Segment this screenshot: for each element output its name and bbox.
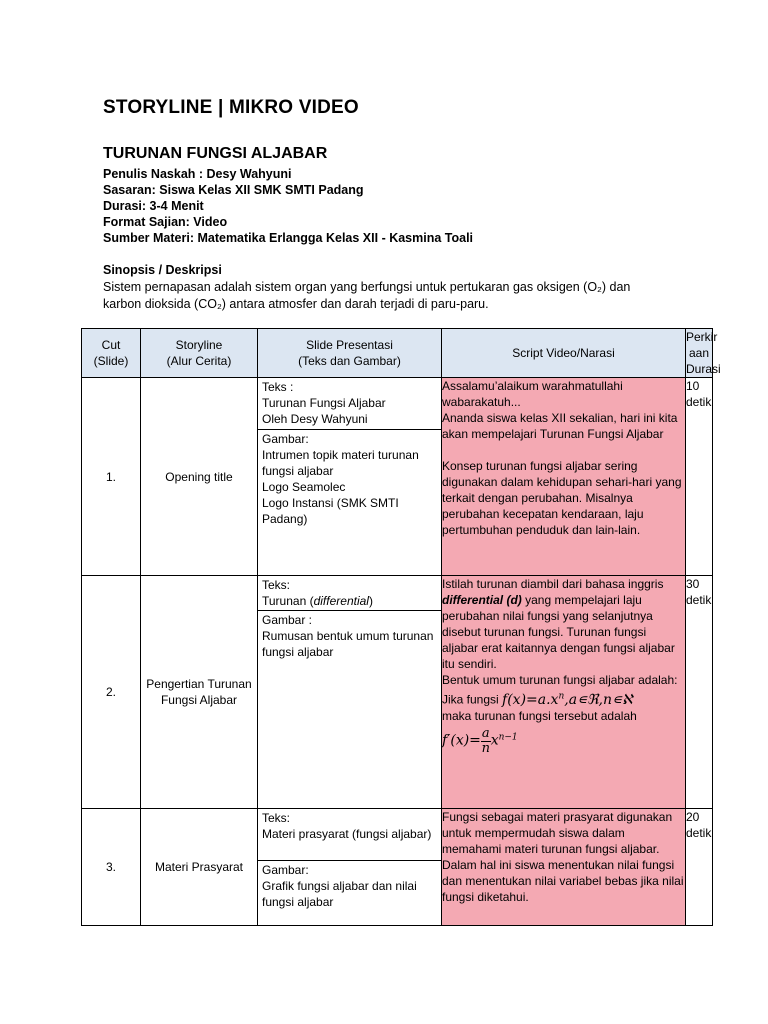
- meta-author: Penulis Naskah : Desy Wahyuni: [103, 167, 292, 181]
- slide-text-block: [258, 809, 441, 860]
- formula-fraction: $\frac{a}{n}$: [481, 725, 490, 756]
- cut-number: 1.: [82, 378, 141, 576]
- duration-value: 20: [686, 810, 700, 824]
- teks-item: Turunan Fungsi Aljabar: [262, 396, 386, 410]
- formula-derivative: f′(x)= $\frac{a}{n}$ $x^{n-1}$: [442, 725, 518, 756]
- header-storyline-line: (Alur Cerita): [166, 354, 232, 368]
- header-cut: [82, 329, 141, 378]
- metadata-block: [103, 166, 473, 246]
- document-title: STORYLINE | MIKRO VIDEO: [103, 97, 359, 118]
- teks-label: Teks:: [262, 578, 291, 592]
- slide-image-block: [258, 610, 441, 662]
- teks-label: Teks:: [262, 811, 291, 825]
- meta-format: Format Sajian: Video: [103, 215, 228, 229]
- header-duration: [686, 329, 721, 378]
- slide-image-block: [258, 860, 441, 912]
- cut-number: 3.: [82, 809, 141, 926]
- header-slide-line: (Teks dan Gambar): [298, 354, 401, 368]
- gambar-item: Intrumen topik materi turunan fungsi aljabar: [262, 448, 419, 478]
- meta-target: Sasaran: Siswa Kelas XII SMK SMTI Padang: [103, 183, 364, 197]
- slide-text-block: [258, 378, 441, 429]
- teks-item: Materi prasyarat (fungsi aljabar): [262, 827, 432, 841]
- header-storyline-line: Storyline: [175, 338, 223, 352]
- header-storyline: [141, 329, 258, 378]
- gambar-label: Gambar:: [262, 863, 309, 877]
- meta-duration: Durasi: 3-4 Menit: [103, 199, 204, 213]
- gambar-item: Grafik fungsi aljabar dan nilai fungsi aljabar: [262, 879, 417, 909]
- gambar-label: Gambar:: [262, 432, 309, 446]
- slide-image-block: [258, 429, 441, 529]
- script-paragraph: Ananda siswa kelas XII sekalian, hari ini kita akan mempelajari Turunan Fungsi Aljabar: [442, 411, 678, 441]
- synopsis-line: Sistem pernapasan adalah sistem organ yang berfungsi untuk pertukaran gas oksigen (O₂) dan: [103, 280, 631, 294]
- script-paragraph: Konsep turunan fungsi aljabar sering digunakan dalam kehidupan sehari-hari yang terkait dengan perubahan. Misalnya perubahan kecepatan kendaraan, laju pertumbuhan penduduk dan lain-lain.: [442, 459, 682, 537]
- teks-item: Turunan (differential): [262, 594, 373, 608]
- cut-number: 2.: [82, 576, 141, 809]
- script-paragraph: Fungsi sebagai materi prasyarat digunakan untuk mempermudah siswa dalam memahami materi turunan fungsi aljabar. Dalam hal ini siswa menentukan nilai fungsi dan menentukan nilai variabel bebas jika nilai fungsi diketahui.: [442, 810, 684, 904]
- storyboard-table: [81, 328, 721, 926]
- synopsis-label: Sinopsis / Deskripsi: [103, 263, 222, 277]
- script-cell: [442, 576, 686, 809]
- duration-cell: [686, 576, 713, 809]
- table-row: [82, 809, 713, 926]
- header-cut-line: (Slide): [93, 354, 129, 368]
- header-duration-line: aan: [688, 346, 710, 360]
- gambar-item: Logo Instansi (SMK SMTI Padang): [262, 496, 399, 526]
- synopsis-text: [103, 279, 663, 313]
- header-duration-line: Durasi: [686, 362, 721, 376]
- slide-cell: [258, 809, 442, 926]
- formula-function: $f(x)=a.x^n,a∊ℜ,n∊ℵ$: [502, 691, 633, 708]
- script-formula-line: Jika fungsi $f(x)=a.x^n,a∊ℜ,n∊ℵ$: [442, 691, 633, 708]
- gambar-item: Rumusan bentuk umum turunan fungsi aljabar: [262, 629, 434, 659]
- header-slide-line: Slide Presentasi: [306, 338, 393, 352]
- document-subtitle: TURUNAN FUNGSI ALJABAR: [103, 145, 328, 162]
- storyline-cell: Opening title: [141, 378, 258, 576]
- slide-cell: [258, 378, 442, 576]
- duration-cell: [686, 378, 713, 576]
- duration-value: 10: [686, 379, 700, 393]
- duration-cell: [686, 809, 713, 926]
- teks-item: Oleh Desy Wahyuni: [262, 412, 368, 426]
- slide-cell: [258, 576, 442, 809]
- table-row: [82, 576, 713, 809]
- header-cut-line: Cut: [101, 338, 121, 352]
- header-duration-line: Perkir: [686, 330, 718, 344]
- duration-unit: detik: [686, 395, 712, 409]
- script-paragraph: Assalamu’alaikum warahmatullahi wabarakatuh...: [442, 379, 623, 409]
- storyline-cell: Pengertian Turunan Fungsi Aljabar: [141, 576, 258, 809]
- synopsis-line: karbon dioksida (CO₂) antara atmosfer dan darah terjadi di paru-paru.: [103, 297, 489, 311]
- table-header-row: [82, 329, 713, 378]
- slide-text-block: [258, 576, 441, 610]
- duration-unit: detik: [686, 826, 712, 840]
- script-paragraph: Istilah turunan diambil dari bahasa inggris differential (d) yang mempelajari laju perubahan nilai fungsi yang selanjutnya disebut turunan fungsi. Turunan fungsi aljabar erat kaitannya dengan fungsi aljabar itu sendiri.: [442, 577, 675, 671]
- script-paragraph: maka turunan fungsi tersebut adalah: [442, 708, 637, 723]
- duration-value: 30: [686, 577, 700, 591]
- script-cell: [442, 809, 686, 926]
- script-paragraph: Bentuk umum turunan fungsi aljabar adalah:: [442, 673, 678, 687]
- gambar-item: Logo Seamolec: [262, 480, 346, 494]
- table-row: [82, 378, 713, 576]
- script-cell: [442, 378, 686, 576]
- header-script: Script Video/Narasi: [442, 329, 686, 378]
- teks-label: Teks :: [262, 380, 294, 394]
- header-slide: [258, 329, 442, 378]
- meta-source: Sumber Materi: Matematika Erlangga Kelas XII - Kasmina Toali: [103, 231, 474, 245]
- gambar-label: Gambar :: [262, 613, 313, 627]
- storyline-cell: Materi Prasyarat: [141, 809, 258, 926]
- duration-unit: detik: [686, 593, 712, 607]
